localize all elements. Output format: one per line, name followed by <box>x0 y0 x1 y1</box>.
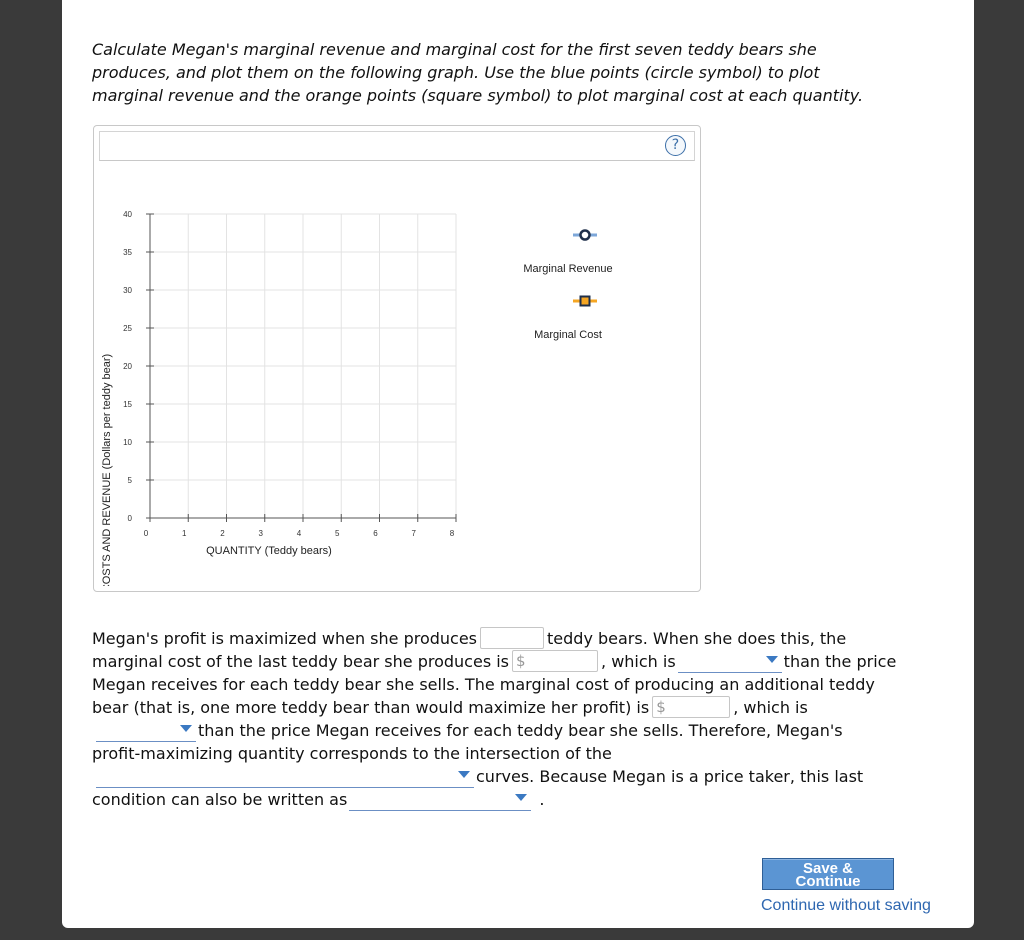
question-page <box>62 0 974 928</box>
answer-line <box>92 719 962 742</box>
answer-line <box>92 650 962 673</box>
answer-text: than the price <box>783 652 897 671</box>
answer-line <box>92 627 962 650</box>
x-tick-label: 7 <box>411 529 416 538</box>
answer-line: Megan receives for each teddy bear she sells. The marginal cost of producing an additional teddy <box>92 675 875 694</box>
x-tick-label: 8 <box>449 529 455 538</box>
graph-canvas[interactable] <box>99 162 695 586</box>
y-tick-label: 10 <box>123 438 132 447</box>
comparison-dropdown-1[interactable] <box>678 653 782 673</box>
answer-text: teddy bears. When she does this, the <box>547 629 847 648</box>
chevron-down-icon <box>180 725 192 732</box>
dollar-sign: $ <box>656 697 666 716</box>
answer-line <box>92 765 962 788</box>
y-tick-label: 5 <box>127 476 132 485</box>
mc-additional-bear-input[interactable] <box>652 696 730 718</box>
x-tick-label: 1 <box>182 529 187 538</box>
answer-line <box>92 696 962 719</box>
x-tick-label: 3 <box>258 529 263 538</box>
answer-text: . <box>539 790 545 809</box>
answer-text: bear (that is, one more teddy bear than would maximize her profit) is <box>92 698 650 717</box>
answer-text: than the price Megan receives for each teddy bear she sells. Therefore, Megan's <box>198 721 843 740</box>
curves-dropdown[interactable] <box>96 768 474 788</box>
help-icon[interactable]: ? <box>665 135 686 156</box>
x-tick-label: 6 <box>373 529 378 538</box>
tick-labels <box>123 210 455 538</box>
prompt-line: marginal revenue and the orange points (square symbol) to plot marginal cost at each quantity. <box>92 86 864 105</box>
mc-legend-label: Marginal Cost <box>534 329 602 341</box>
y-tick-label: 0 <box>127 514 132 523</box>
answer-line: profit-maximizing quantity corresponds to the intersection of the <box>92 744 612 763</box>
save-continue-button[interactable] <box>762 858 894 890</box>
x-tick-label: 5 <box>335 529 340 538</box>
continue-without-saving-link[interactable]: Continue without saving <box>761 897 931 914</box>
answer-line <box>92 788 962 811</box>
mr-palette-tool[interactable] <box>573 231 597 240</box>
answer-text: marginal cost of the last teddy bear she produces is <box>92 652 510 671</box>
quantity-input[interactable] <box>480 627 544 649</box>
chevron-down-icon <box>766 656 778 663</box>
y-tick-label: 30 <box>123 286 132 295</box>
mc-square-icon <box>581 297 590 306</box>
y-tick-label: 35 <box>123 248 132 257</box>
x-axis-label: QUANTITY (Teddy bears) <box>206 545 332 557</box>
save-label: Save & <box>802 860 854 877</box>
graph-toolbar <box>99 131 695 161</box>
continue-label: Continue <box>795 873 861 890</box>
prompt-line: produces, and plot them on the following graph. Use the blue points (circle symbol) to plot <box>92 63 820 82</box>
comparison-dropdown-2[interactable] <box>96 722 196 742</box>
y-tick-label: 20 <box>123 362 132 371</box>
mr-circle-icon <box>581 231 590 240</box>
answer-paragraph <box>92 627 962 811</box>
condition-dropdown[interactable] <box>349 791 531 811</box>
answer-text: condition can also be written as <box>92 790 348 809</box>
axes <box>146 214 456 522</box>
prompt-line: Calculate Megan's marginal revenue and marginal cost for the first seven teddy bears she <box>92 40 817 59</box>
y-axis-label: COSTS AND REVENUE (Dollars per teddy bear) <box>101 353 113 586</box>
graph-body <box>99 162 695 586</box>
x-tick-label: 4 <box>296 529 302 538</box>
grid <box>150 214 456 518</box>
answer-text: , which is <box>733 698 808 717</box>
chevron-down-icon <box>458 771 470 778</box>
graph-panel <box>93 125 701 592</box>
answer-text: curves. Because Megan is a price taker, this last <box>476 767 864 786</box>
answer-text: , which is <box>601 652 676 671</box>
x-tick-label: 0 <box>143 529 149 538</box>
mc-last-bear-input[interactable] <box>512 650 598 672</box>
x-tick-label: 2 <box>220 529 225 538</box>
chevron-down-icon <box>515 794 527 801</box>
dollar-sign: $ <box>516 651 526 670</box>
mc-palette-tool[interactable] <box>573 297 597 306</box>
answer-text: Megan's profit is maximized when she produces <box>92 629 478 648</box>
question-prompt <box>92 38 952 107</box>
mr-legend-label: Marginal Revenue <box>523 263 613 275</box>
y-tick-label: 40 <box>123 210 132 219</box>
y-tick-label: 15 <box>123 400 132 409</box>
y-tick-label: 25 <box>123 324 132 333</box>
